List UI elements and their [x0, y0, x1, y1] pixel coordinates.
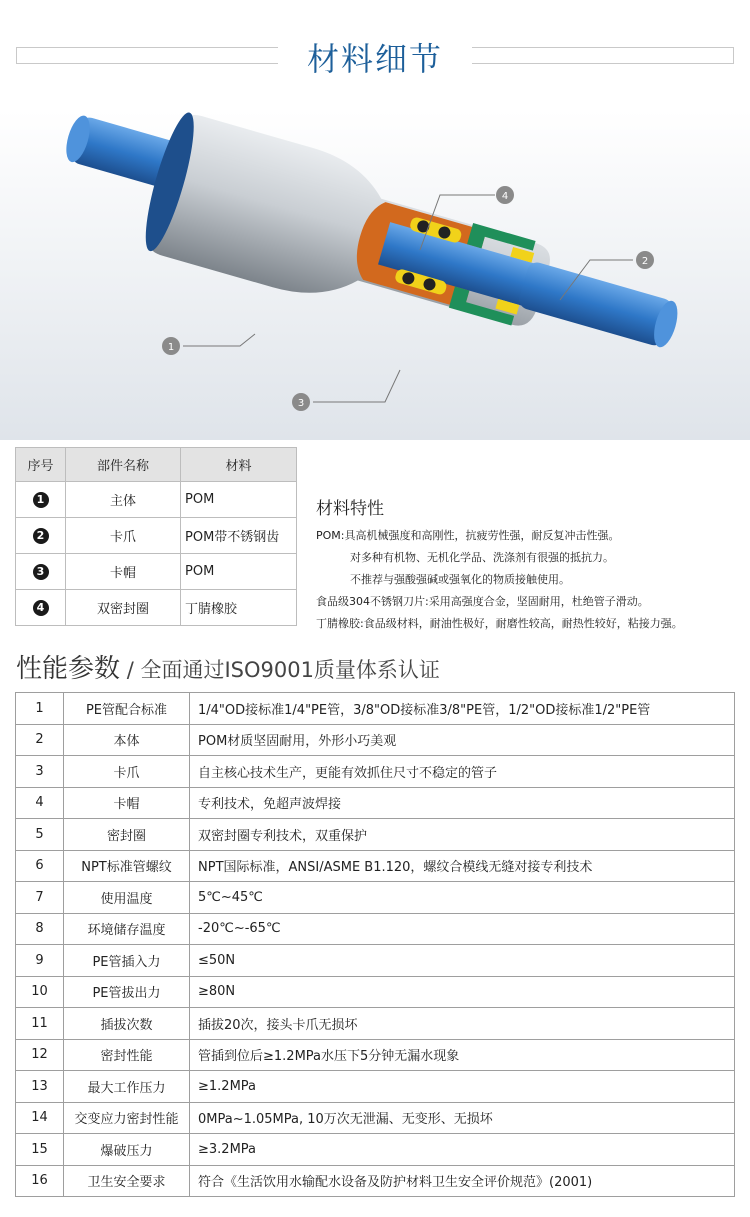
spec-row [16, 1008, 735, 1040]
spec-row [16, 1165, 735, 1197]
spec-row [16, 976, 735, 1008]
callout-1-label: 1 [167, 342, 175, 353]
spec-no: 8 [16, 913, 64, 945]
spec-value: 专利技术，免超声波焊接 [190, 787, 735, 819]
header-rule-left [16, 47, 278, 64]
part-name: 主体 [66, 482, 181, 518]
spec-item: 本体 [64, 724, 190, 756]
spec-row [16, 724, 735, 756]
spec-row [16, 756, 735, 788]
parts-row [16, 590, 297, 626]
spec-no: 6 [16, 850, 64, 882]
spec-value: NPT国际标准，ANSI/ASME B1.120，螺纹合模线无缝对接专利技术 [190, 850, 735, 882]
parts-table-header [16, 448, 297, 482]
property-line: 丁腈橡胶:食品级材料，耐油性极好，耐磨性较高，耐热性较好，粘接力强。 [316, 617, 683, 630]
spec-row [16, 850, 735, 882]
spec-no: 7 [16, 882, 64, 914]
part-material: POM [181, 554, 297, 590]
spec-item: 密封性能 [64, 1039, 190, 1071]
spec-row [16, 787, 735, 819]
spec-no: 2 [16, 724, 64, 756]
spec-no: 12 [16, 1039, 64, 1071]
spec-item: NPT标准管螺纹 [64, 850, 190, 882]
header-rule-right [472, 47, 734, 64]
section-header [0, 0, 750, 100]
parts-col-name: 部件名称 [66, 448, 181, 482]
spec-table [15, 692, 735, 1197]
spec-no: 13 [16, 1071, 64, 1103]
performance-subtitle: / 全面通过ISO9001质量体系认证 [120, 658, 440, 682]
part-name: 双密封圈 [66, 590, 181, 626]
parts-row [16, 482, 297, 518]
spec-item: 使用温度 [64, 882, 190, 914]
spec-item: 插拔次数 [64, 1008, 190, 1040]
fitting-cutaway-illustration [0, 110, 750, 440]
spec-row [16, 945, 735, 977]
spec-no: 3 [16, 756, 64, 788]
part-name: 卡爪 [66, 518, 181, 554]
spec-item: 密封圈 [64, 819, 190, 851]
performance-title: 性能参数 [16, 654, 121, 684]
parts-row [16, 518, 297, 554]
parts-row [16, 554, 297, 590]
spec-row [16, 882, 735, 914]
part-material: POM [181, 482, 297, 518]
performance-heading [16, 648, 440, 685]
spec-value: ≤50N [190, 945, 735, 977]
part-material: POM带不锈钢齿 [181, 518, 297, 554]
parts-col-no: 序号 [16, 448, 66, 482]
property-line: 食品级304不锈钢刀片:采用高强度合金，坚固耐用，杜绝管子滑动。 [316, 595, 649, 608]
row-number-badge: 2 [33, 528, 49, 544]
spec-value: 自主核心技术生产，更能有效抓住尺寸不稳定的管子 [190, 756, 735, 788]
spec-value: ≥1.2MPa [190, 1071, 735, 1103]
spec-item: PE管配合标准 [64, 693, 190, 725]
spec-no: 5 [16, 819, 64, 851]
spec-value: -20℃~-65℃ [190, 913, 735, 945]
spec-row [16, 913, 735, 945]
spec-row [16, 1102, 735, 1134]
spec-item: 最大工作压力 [64, 1071, 190, 1103]
spec-item: 卡帽 [64, 787, 190, 819]
spec-value: 1/4"OD接标准1/4"PE管，3/8"OD接标准3/8"PE管，1/2"OD接标准1/2"PE管 [190, 693, 735, 725]
spec-item: 卡爪 [64, 756, 190, 788]
spec-no: 10 [16, 976, 64, 1008]
spec-value: ≥80N [190, 976, 735, 1008]
properties-title: 材料特性 [316, 499, 384, 519]
spec-row [16, 693, 735, 725]
part-material: 丁腈橡胶 [181, 590, 297, 626]
spec-value: 管插到位后≥1.2MPa水压下5分钟无漏水现象 [190, 1039, 735, 1071]
callout-3-label: 3 [297, 398, 305, 409]
property-line: POM:具高机械强度和高刚性，抗疲劳性强，耐反复冲击性强。 [316, 529, 620, 542]
callout-4-label: 4 [501, 191, 509, 202]
spec-item: 环境储存温度 [64, 913, 190, 945]
spec-row [16, 1039, 735, 1071]
parts-table [15, 447, 297, 626]
material-properties [316, 494, 746, 635]
spec-value: 插拔20次，接头卡爪无损坏 [190, 1008, 735, 1040]
spec-item: PE管拔出力 [64, 976, 190, 1008]
spec-value: 符合《生活饮用水输配水设备及防护材料卫生安全评价规范》(2001) [190, 1165, 735, 1197]
spec-no: 15 [16, 1134, 64, 1166]
section-title: 材料细节 [306, 40, 443, 78]
row-number-badge: 1 [33, 492, 49, 508]
parts-col-material: 材料 [181, 448, 297, 482]
spec-row [16, 819, 735, 851]
spec-value: 双密封圈专利技术，双重保护 [190, 819, 735, 851]
spec-item: 爆破压力 [64, 1134, 190, 1166]
spec-no: 11 [16, 1008, 64, 1040]
spec-no: 1 [16, 693, 64, 725]
spec-value: 5℃~45℃ [190, 882, 735, 914]
spec-no: 4 [16, 787, 64, 819]
spec-no: 14 [16, 1102, 64, 1134]
callout-2-label: 2 [641, 256, 649, 267]
part-name: 卡帽 [66, 554, 181, 590]
spec-row [16, 1071, 735, 1103]
row-number-badge: 4 [33, 600, 49, 616]
spec-item: PE管插入力 [64, 945, 190, 977]
spec-value: POM材质坚固耐用，外形小巧美观 [190, 724, 735, 756]
spec-value: ≥3.2MPa [190, 1134, 735, 1166]
spec-value: 0MPa~1.05MPa, 10万次无泄漏、无变形、无损坏 [190, 1102, 735, 1134]
spec-item: 交变应力密封性能 [64, 1102, 190, 1134]
property-line: 不推荐与强酸强碱或强氧化的物质接触使用。 [350, 573, 570, 586]
spec-no: 16 [16, 1165, 64, 1197]
spec-no: 9 [16, 945, 64, 977]
spec-item: 卫生安全要求 [64, 1165, 190, 1197]
row-number-badge: 3 [33, 564, 49, 580]
property-line: 对多种有机物、无机化学品、洗涤剂有很强的抵抗力。 [350, 551, 614, 564]
spec-row [16, 1134, 735, 1166]
